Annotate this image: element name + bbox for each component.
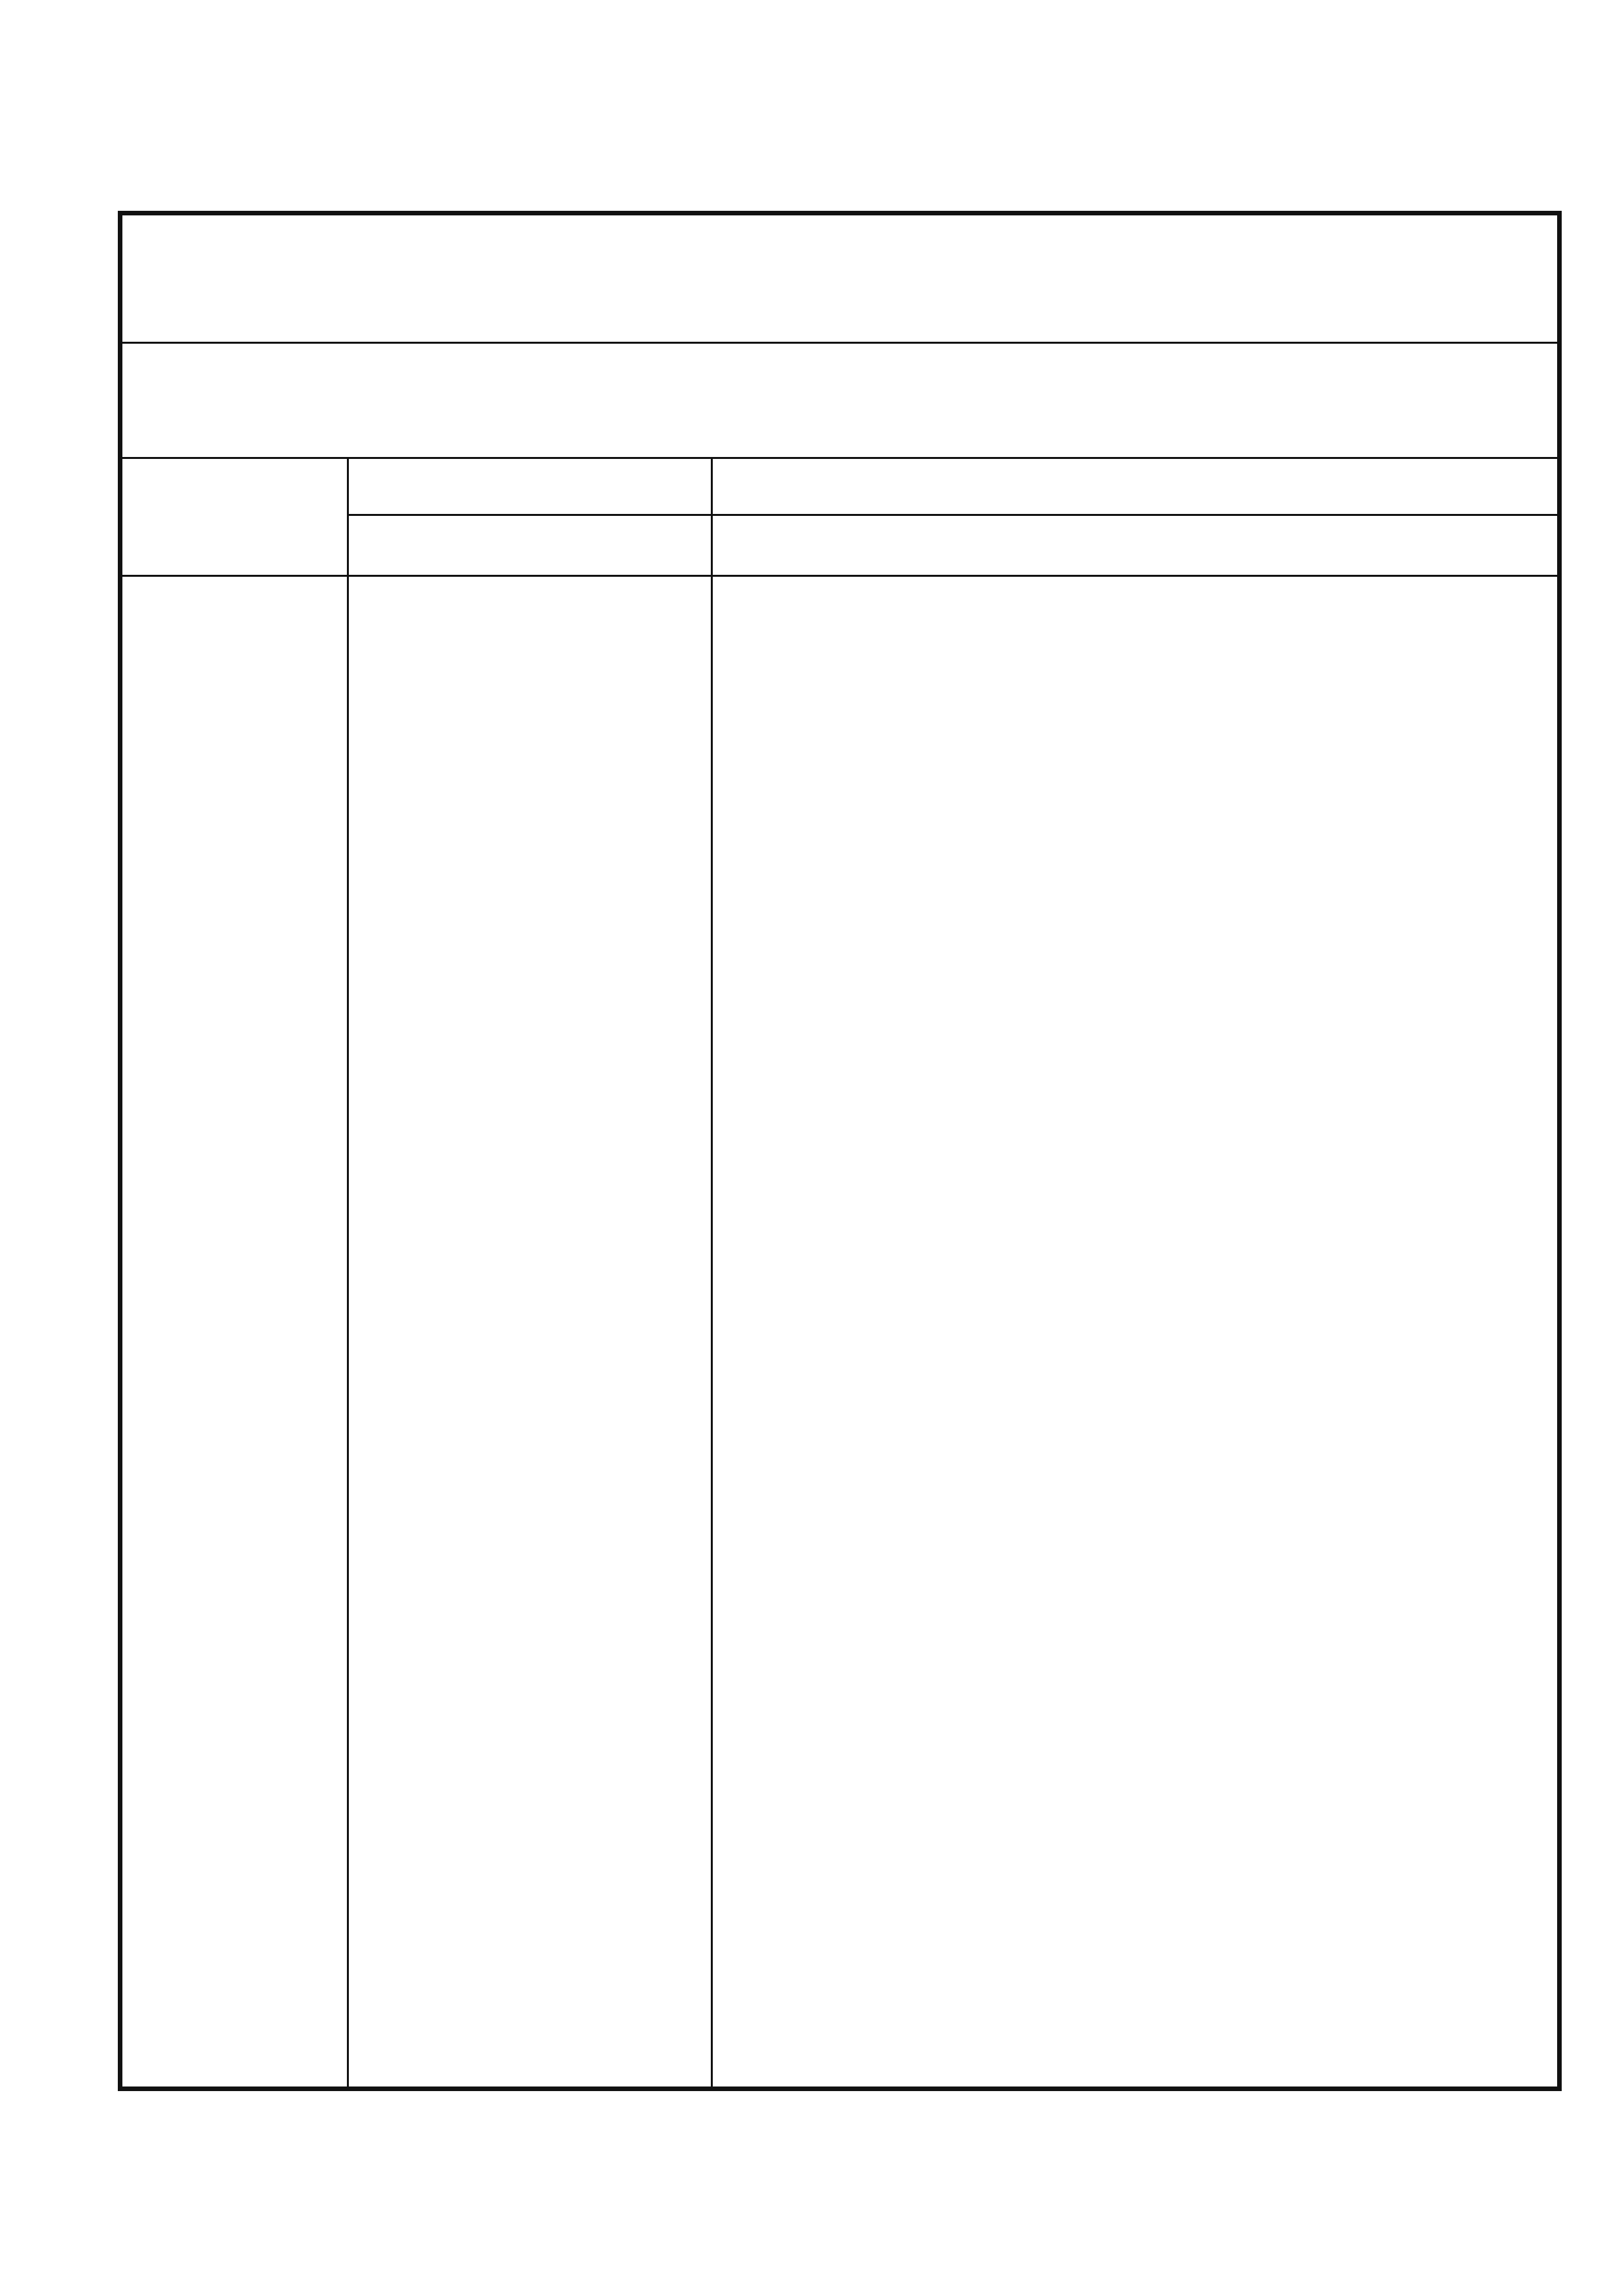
subtitle-row [122, 344, 1557, 459]
header-row [122, 459, 1557, 577]
title-row [122, 215, 1557, 344]
license-table-frame [118, 211, 1562, 2091]
